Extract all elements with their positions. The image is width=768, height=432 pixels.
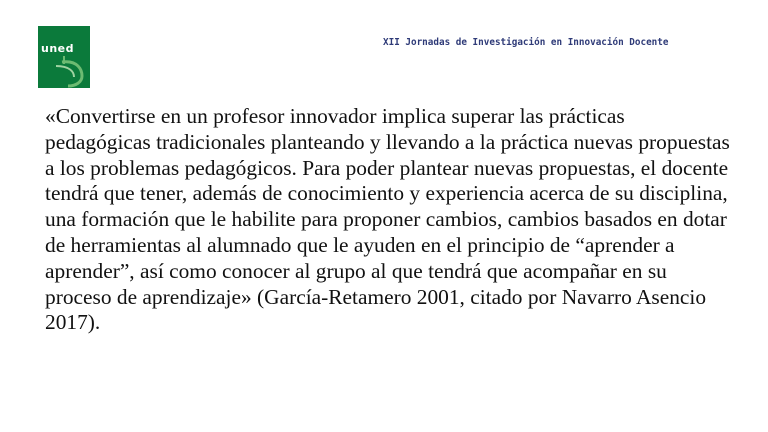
logo-text: uned	[41, 42, 74, 55]
quote-text: «Convertirse en un profesor innovador implica superar las prácticas pedagógicas tradicionales planteando y llevando a la práctica nuevas propuestas a los problemas pedagógicos. Para poder plantear nuevas propuestas, el docente tendrá que tener, además de conocimiento y experiencia acerca de su disciplina, una formación que le habilite para proponer cambios, cambios basados en dotar de herramientas al alumnado que le ayuden en el principio de “aprender a aprender”, así como conocer al grupo al que tendrá que acompañar en su proceso de aprendizaje» (García-Retamero 2001, citado por Navarro Asencio 2017).	[45, 104, 730, 335]
uned-logo-icon	[38, 26, 90, 88]
conference-title: XII Jornadas de Investigación en Innovación Docente	[383, 37, 669, 48]
logo-mark-graphic	[38, 26, 90, 88]
